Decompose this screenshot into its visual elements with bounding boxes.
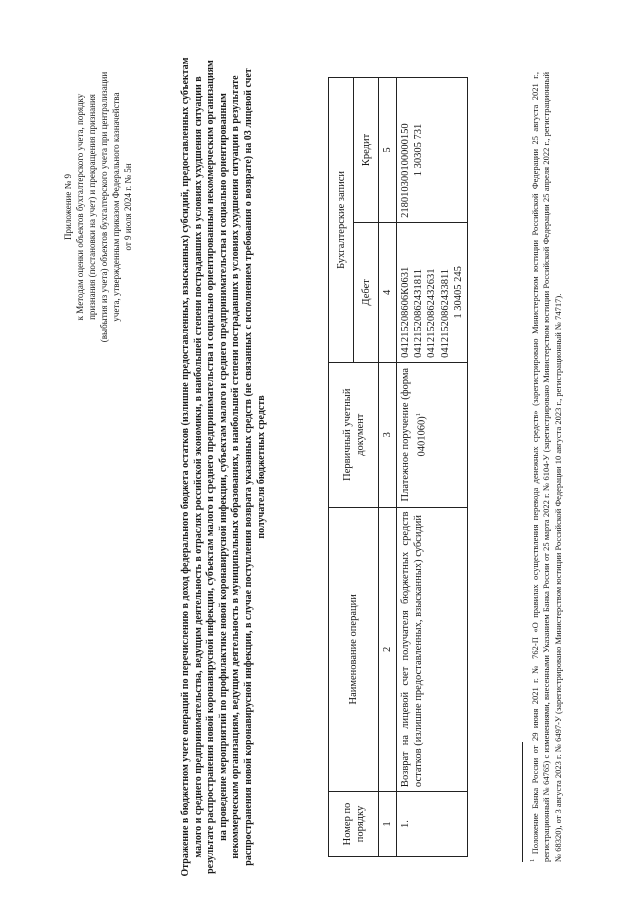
row-operation-name: Возврат на лицевой счет получателя бюджетных средств остатков (излишне предоставленных, взысканных) субсидий [397,507,468,791]
appendix-line: Приложение № 9 [63,174,73,240]
footnote-text: Положение Банка России от 29 июня 2021 г. № 762-П «О правилах осуществления перевода денежных средств» (зарегистрировано Министерством юстиции Российской Федерации 25 августа 2021 г., регистрационный № 64765) с изменениями, внесенными Указанием Банка России от 25 марта 2022 г. № 6104-У (зарегистрировано Министерством юстиции Российской Федерации 25 апреля 2022 г., регистрационный № 68320), от 3 августа 2023 г. № 6497-У (зарегистрировано Министерством юстиции Российской Федерации 10 августа 2023 г., регистрационный № 74717). [529,71,563,862]
column-number: 4 [379,222,397,362]
debit-account: 041215208606К0631 [400,266,411,358]
document-title: Отражение в бюджетном учете операций по перечислению в доход федерального бюджета остатков (излишне предоставленных, взысканных) субсидий, предоставленных субъектам малого и среднего предпринимательства, ведущим деятельность в отраслях российской экономики, в наибольшей степени пострадавших в условиях ухудшения ситуации в результате распространения новой коронавирусной инфекции, субъектам малого и среднего предпринимательства и социально ориентированным некоммерческим организациям на проведение мероприятий по профилактике новой коронавирусной инфекции, субъектам малого и среднего предпринимательства и социально ориентированным некоммерческим организациям, ведущим деятельность в муниципальных образованиях, в наибольшей степени пострадавших в условиях ухудшения ситуации в результате распространения новой коронавирусной инфекции, в случае поступления возврата указанных средств (не связанных с исполнением требования о возврате) на 03 лицевой счет получателя бюджетных средств [180,57,267,877]
header-name: Наименование операции [329,507,379,791]
column-number-row [379,78,397,857]
row-credit [397,78,468,223]
column-number: 3 [379,362,397,507]
footnote-mark: 1 [529,858,536,862]
appendix-line: к Методам оценки объектов бухгалтерского учета, порядку [75,93,85,321]
column-number: 1 [379,792,397,857]
appendix-header [62,52,134,362]
footnote-separator [522,742,523,862]
debit-account: 041215208624З2631 [426,268,438,358]
appendix-line: от 9 июля 2024 г. № 5н [123,163,133,251]
operations-table [328,77,468,857]
debit-account: 041215208624З1811 [413,268,425,358]
column-number: 5 [379,78,397,223]
credit-account: 218010300100000150 [400,123,411,218]
credit-account: 1 30305 731 [413,123,425,177]
appendix-line: признания (постановки на учет) и прекращения признания [87,94,97,320]
column-number: 2 [379,507,397,791]
row-document [397,362,468,507]
row-num: 1. [397,792,468,857]
table-header-row [329,78,354,857]
debit-account: 1 30405 245 [452,266,464,319]
header-entries: Бухгалтерские записи [329,78,354,363]
header-doc: Первичный учетный документ [329,362,379,507]
footnote-ref: 1 [415,412,422,417]
appendix-line: учета, утвержденным приказом Федерального казначейства [111,92,121,322]
appendix-line: (выбытия из учета) объектов бухгалтерского учета при централизации [99,71,109,343]
header-debit: Дебет [354,222,379,362]
header-credit: Кредит [354,78,379,223]
row-debit [397,222,468,362]
table-row [397,78,468,857]
row-document-text: Платежное поручение (форма 0401060) [400,367,428,502]
footnote [527,72,564,862]
debit-account: 041215208624З3811 [439,268,451,358]
header-num: Номер по порядку [329,792,379,857]
